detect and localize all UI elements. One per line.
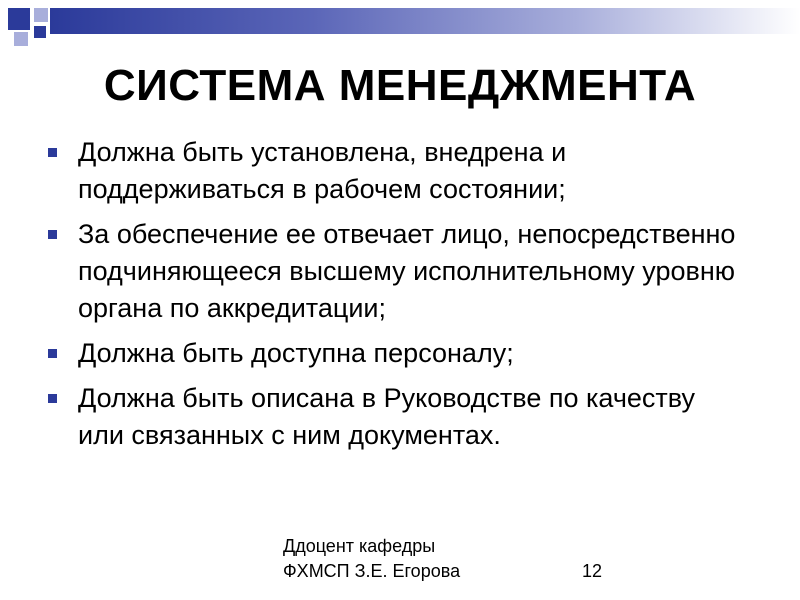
bullet-text: Должна быть установлена, внедрена и поддерживаться в рабочем состоянии; [78,137,567,204]
footer-author [283,534,543,584]
header-gradient-band [50,8,800,34]
square-bullet-icon [48,394,57,403]
bullet-text: За обеспечение ее отвечает лицо, непосредственно подчиняющееся высшему исполнительному уровню органа по аккредитации; [78,219,736,323]
bullet-text: Должна быть описана в Руководстве по качеству или связанных с ним документах. [78,383,696,450]
author-line-2: ФХМСП З.Е. Егорова [283,561,461,581]
slide-number: 12 [582,561,603,581]
decorative-square-icon [34,8,48,22]
bullet-list [40,134,740,462]
bullet-item [40,216,740,327]
decorative-square-icon [14,32,28,46]
decorative-square-icon [34,26,46,38]
square-bullet-icon [48,349,57,358]
bullet-text: Должна быть доступна персоналу; [78,338,514,368]
bullet-item [40,380,740,454]
square-bullet-icon [48,230,57,239]
slide-title: СИСТЕМА МЕНЕДЖМЕНТА [103,61,697,110]
bullet-item [40,335,740,372]
author-line-1: Ддоцент кафедры [283,536,436,556]
bullet-item [40,134,740,208]
square-bullet-icon [48,148,57,157]
decorative-square-icon [8,8,30,30]
